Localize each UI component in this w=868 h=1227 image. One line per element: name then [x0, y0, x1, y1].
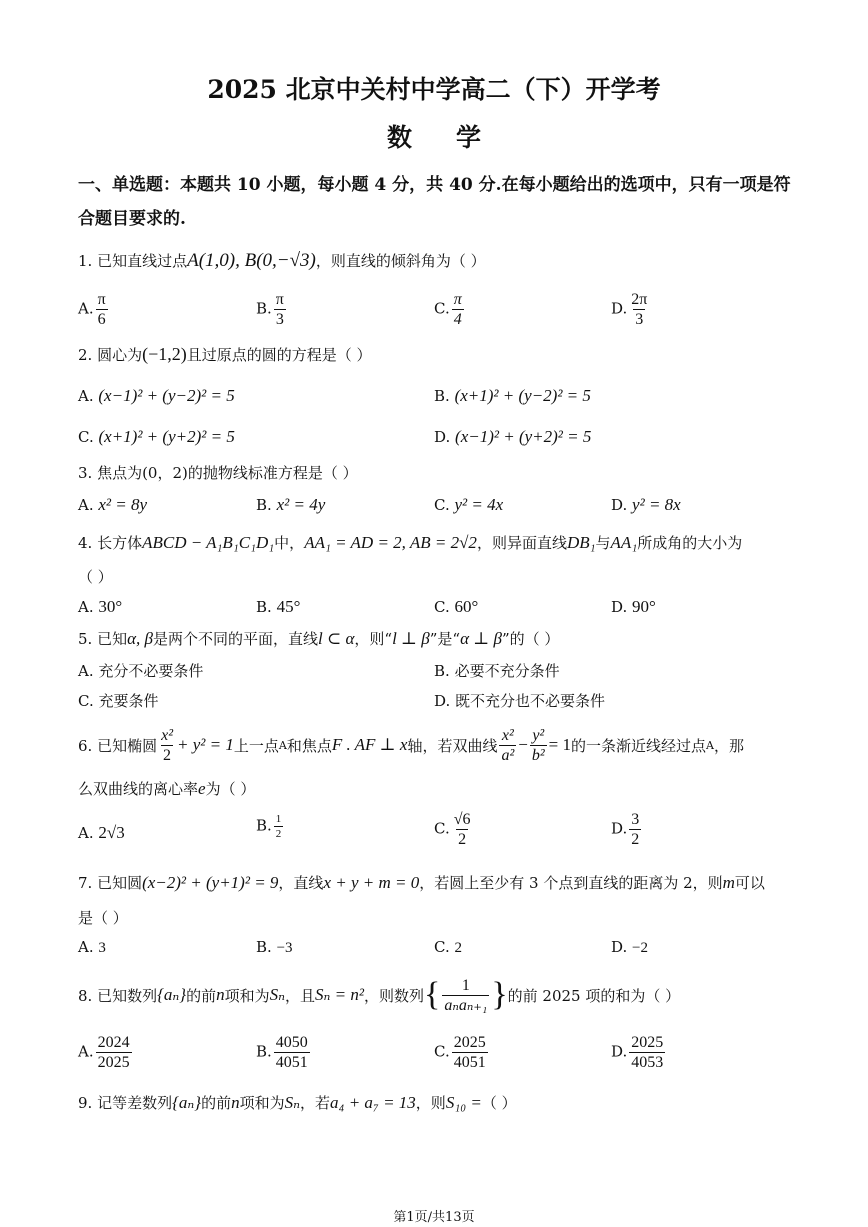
q6-option-a: A. 2√3 [78, 823, 125, 842]
ellipse-fraction: $\frac{\text{x²}}{2}$ [161, 726, 173, 764]
option-fraction: $\frac{\pi}{4}$ [453, 291, 462, 328]
q6-stem-line2: 么双曲线的离心率e为（ ） [78, 779, 256, 798]
q1-option-a [78, 290, 110, 329]
q8-option-a: A. $\frac{2024}{2025}$ [78, 1034, 130, 1071]
q2-stem-a: 2. 圆心为 [78, 346, 143, 364]
question-3: 3. 焦点为(0，2)的抛物线标准方程是（ ） [78, 464, 358, 482]
q2-math: (−1,2) [142, 344, 187, 364]
q3-option-c: C. y² = 4x [434, 495, 504, 514]
q2-option-c: C. (x+1)² + (y+2)² = 5 [78, 427, 235, 446]
question-5: 5. 已知α, β是两个不同的平面，直线l ⊂ α，则“l ⊥ β”是“α ⊥ β”的（ ） [78, 629, 560, 648]
option-fraction: $\frac{2\pi}{3}$ [631, 291, 648, 328]
option-fraction: $\frac{1}{2}$ [275, 813, 282, 840]
question-8: 8. 已知数列 {aₙ} 的前 n 项和为 Sₙ ，且 Sₙ = n² ，则数列 { $\frac{1}{\text{aₙaₙ₊₁}}$ } 的前 2025 项的和为（ ） [78, 976, 681, 1014]
option-fraction: $\frac{√6}{2}$ [453, 811, 471, 848]
q8-option-d: D. $\frac{2025}{4053}$ [611, 1034, 664, 1071]
q1-option-c [434, 290, 466, 329]
q2-stem-b: 且过原点的圆的方程是（ ） [186, 346, 372, 364]
q5-option-b: B. 必要不充分条件 [434, 662, 560, 680]
q1-stem-a: 1. 已知直线过点 [78, 252, 188, 270]
q7-stem-line2: 是（ ） [78, 909, 128, 927]
q6-option-d: D. $\frac{3}{2}$ [611, 811, 640, 848]
section-heading-2: 合题目要求的. [78, 209, 186, 229]
q3-option-a: A. x² = 8y [78, 495, 148, 514]
exam-title: 2025 北京中关村中学高二（下）开学考 [207, 75, 661, 104]
question-4: 4. 长方体ABCD − A₁B₁C₁D₁中，AA₁ = AD = 2, AB = 2√2，则异面直线DB₁与AA₁所成角的大小为 [78, 533, 743, 552]
option-letter: B. [256, 299, 272, 318]
q4-option-a: A. 30° [78, 597, 123, 616]
option-letter: C. [434, 299, 450, 318]
option-fraction: $\frac{2024}{2025}$ [97, 1034, 130, 1071]
q1-option-b [256, 290, 288, 329]
q2-option-d: D. (x−1)² + (y+2)² = 5 [434, 427, 592, 446]
option-fraction: $\frac{3}{2}$ [631, 811, 640, 848]
option-fraction: $\frac{2025}{4053}$ [631, 1034, 664, 1071]
q3-option-b: B. x² = 4y [256, 495, 326, 514]
q7-option-a: A. 3 [78, 938, 106, 956]
q2-option-b: B. (x+1)² + (y−2)² = 5 [434, 386, 591, 405]
section-heading: 一、单选题：本题共 10 小题，每小题 4 分，共 40 分.在每小题给出的选项中，只有一项是符 [78, 175, 791, 195]
hyperbola-fraction-2: $\frac{\text{y²}}{\text{b²}}$ [531, 726, 545, 764]
q4-option-b: B. 45° [256, 597, 301, 616]
option-letter: A. [78, 299, 94, 318]
q4-stem-line2: （ ） [78, 568, 113, 586]
question-1 [78, 250, 486, 272]
option-letter: D. [611, 299, 628, 318]
page-number: 第1页/共13页 [393, 1210, 475, 1225]
question-6: 6. 已知椭圆 $\frac{\text{x²}}{2}$ + y² = 1 上一点 A 和焦点 F . AF ⊥ x 轴，若双曲线 $\frac{\text{x²}}{\text{a²}}$ − $\frac{\text{y²}}{\text{b²}}$ = 1 的一条渐近线经过点 A ，那 [78, 726, 744, 764]
q7-option-c: C. 2 [434, 938, 462, 956]
option-fraction: $\frac{4050}{4051}$ [275, 1034, 308, 1071]
q1-option-d [611, 290, 651, 329]
q3-option-d: D. y² = 8x [611, 495, 681, 514]
option-fraction: $\frac{\pi}{6}$ [97, 291, 106, 328]
option-fraction: $\frac{2025}{4051}$ [453, 1034, 486, 1071]
q8-option-b: B. $\frac{4050}{4051}$ [256, 1034, 308, 1071]
q6-option-c: C. $\frac{√6}{2}$ [434, 811, 471, 848]
q1-stem-b: ，则直线的倾斜角为（ ） [315, 252, 486, 270]
q5-option-a: A. 充分不必要条件 [78, 662, 204, 680]
q1-math: A(1,0), B(0,−√3) [187, 250, 316, 271]
hyperbola-fraction-1: $\frac{\text{x²}}{\text{a²}}$ [501, 726, 515, 764]
q4-option-c: C. 60° [434, 597, 479, 616]
q8-option-c: C. $\frac{2025}{4051}$ [434, 1034, 486, 1071]
subject-title: 数学 [386, 123, 525, 152]
question-7: 7. 已知圆(x−2)² + (y+1)² = 9，直线x + y + m = 0，若圆上至少有 3 个点到直线的距离为 2，则m可以 [78, 873, 765, 892]
q7-option-d: D. −2 [611, 938, 649, 956]
question-9: 9. 记等差数列{aₙ}的前n项和为Sₙ，若a₄ + a₇ = 13，则S₁₀ =（ ） [78, 1093, 517, 1112]
question-2 [78, 344, 372, 365]
q6-option-b: B. $\frac{1}{2}$ [256, 813, 282, 840]
q2-option-a: A. (x−1)² + (y−2)² = 5 [78, 386, 235, 405]
q5-option-c: C. 充要条件 [78, 692, 159, 710]
q5-option-d: D. 既不充分也不必要条件 [434, 692, 606, 710]
q7-option-b: B. −3 [256, 938, 293, 956]
q4-option-d: D. 90° [611, 597, 656, 616]
sequence-fraction: $\frac{1}{\text{aₙaₙ₊₁}}$ [444, 976, 488, 1014]
option-fraction: $\frac{\pi}{3}$ [275, 291, 284, 328]
